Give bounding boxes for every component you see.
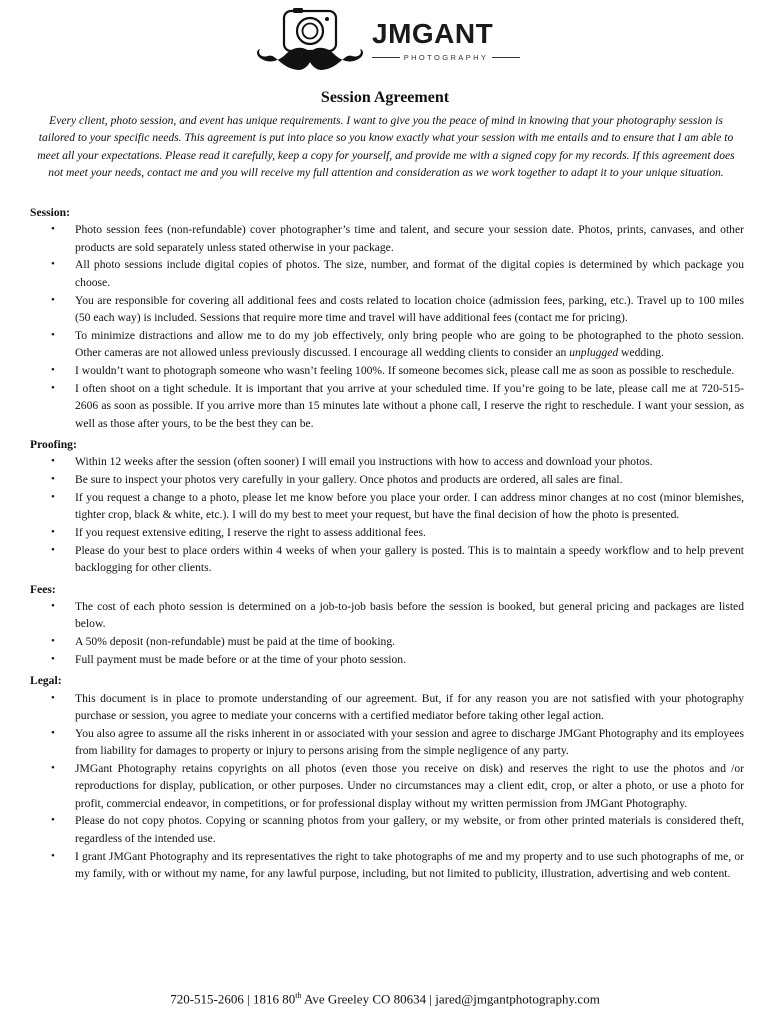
brand-subtitle bbox=[372, 53, 520, 62]
list-item: • You are responsible for covering all additional fees and costs related to location choice (admission fees, parking, etc.). Travel up to 100 miles (50 each way) is included. Sessions that require more time and travel will have additional fees (contact me for pricing). bbox=[51, 293, 744, 324]
list-item: • You also agree to assume all the risks inherent in or associated with your session and agree to discharge JMGant Photography and its employees from liability for damages to property or injury to persons arising from the simple negligence of any party. bbox=[51, 726, 744, 758]
footer-address-number: 1816 80 bbox=[252, 991, 296, 1007]
camera-mustache-icon bbox=[254, 8, 366, 78]
section-heading: Session: bbox=[30, 206, 70, 219]
list-item: • Within 12 weeks after the session (often sooner) I will email you instructions with how to access and download your photos. bbox=[51, 455, 653, 469]
list-item: • If you request extensive editing, I reserve the right to assess additional fees. bbox=[51, 526, 426, 540]
footer-email[interactable]: jared@jmgantphotography.com bbox=[435, 991, 600, 1007]
section-list bbox=[30, 453, 744, 576]
section-proofing bbox=[30, 436, 744, 577]
section-heading: Fees: bbox=[30, 582, 56, 596]
footer-phone: 720-515-2606 bbox=[170, 991, 244, 1007]
list-item: • Full payment must be made before or at the time of your photo session. bbox=[51, 652, 406, 666]
list-item: • To minimize distractions and allow me to do my job effectively, only bring people who are going to be photographed to the photo session. Other cameras are not allowed unless previously discussed. I encourage all wedding clients to consider an unplugged wedding. bbox=[51, 328, 744, 360]
section-session bbox=[30, 204, 744, 432]
section-legal bbox=[30, 672, 744, 882]
footer-contact bbox=[0, 991, 770, 1007]
company-logo bbox=[254, 8, 524, 78]
document-title: Session Agreement bbox=[320, 89, 450, 106]
section-list bbox=[30, 221, 744, 432]
agreement-body bbox=[30, 204, 744, 886]
list-item: • This document is in place to promote understanding of our agreement. But, if for any reason you are not satisfied with your photography purchase or session, you agree to mediate your concerns with a certified mediator before taking other legal action. bbox=[51, 691, 744, 722]
list-item: • I often shoot on a tight schedule. It is important that you arrive at your scheduled time. If you’re going to be late, please call me at 720-515-2606 as soon as possible. If you arrive more than 15 minutes late without a phone call, I reserve the right to reschedule. I want your session, as well as those after yours, to be the best they can be. bbox=[51, 381, 744, 430]
list-item: • If you request a change to a photo, please let me know before you place your order. I can address minor changes at no cost (minor blemishes, tighter crop, black & white, etc.). I will do my best to meet your request, but have the final decision of how the photo is presented. bbox=[51, 490, 744, 522]
divider-line bbox=[372, 57, 400, 58]
section-list bbox=[30, 598, 744, 668]
footer-separator: | bbox=[243, 991, 253, 1007]
list-item: • Photo session fees (non-refundable) cover photographer’s time and talent, and secure your session date. Photos, prints, canvases, and other products are sold separately unless stated otherwise in your package. bbox=[51, 223, 744, 254]
list-item: • All photo sessions include digital copies of photos. The size, number, and format of the digital copies is determined by which package you choose. bbox=[51, 258, 744, 289]
section-list bbox=[30, 690, 744, 883]
section-heading: Proofing: bbox=[30, 437, 77, 451]
intro-paragraph: Every client, photo session, and event has unique requirements. I want to give you the peace of mind in knowing that your photography session is tailored to your specific needs. This agreement is put into place so you know exactly what your session with me entails and to ensure that I am able to meet all your expectations. Please read it carefully, keep a copy for yourself, and provide me with a signed copy for my records. If this agreement does not meet your needs, contact me and you will receive my full attention and consideration as we work together to adapt it to your unique situation. bbox=[37, 114, 735, 179]
section-heading: Legal: bbox=[30, 674, 62, 688]
brand-name: JMGANT bbox=[372, 18, 494, 49]
section-fees bbox=[30, 581, 744, 669]
list-item: • A 50% deposit (non-refundable) must be paid at the time of booking. bbox=[51, 635, 396, 649]
list-item: • Be sure to inspect your photos very carefully in your gallery. Once photos and products are ordered, all sales are final. bbox=[51, 473, 623, 487]
list-item: • The cost of each photo session is determined on a job-to-job basis before the session is booked, but general pricing and packages are listed below. bbox=[51, 599, 744, 631]
list-item: • JMGant Photography retains copyrights on all photos (even those you receive on disk) and reserves the right to use the photos and /or reproductions for display, publication, or other purposes. Under no circumstances may a client edit, crop, or alter a photo, or use a photo for profit, commercial endeavor, in competitions, or for professional display without my written permission from JMGant Photography. bbox=[51, 761, 744, 810]
brand-subtitle-text: PHOTOGRAPHY bbox=[403, 53, 489, 62]
footer-address-suffix: th bbox=[295, 991, 302, 1000]
list-item: • I wouldn’t want to photograph someone who wasn’t feeling 100%. If someone becomes sick, please call me as soon as possible to reschedule. bbox=[51, 364, 735, 378]
footer-address: Ave Greeley CO 80634 bbox=[301, 991, 427, 1007]
footer-separator: | bbox=[426, 991, 436, 1007]
list-item: • Please do your best to place orders within 4 weeks of when your gallery is posted. This is to maintain a speedy workflow and to help prevent backlogging for other clients. bbox=[51, 543, 744, 575]
list-item: • I grant JMGant Photography and its representatives the right to take photographs of me and my property and to use such photographs of me, or my family, with or without my name, for any lawful purpose, including, but not limited to publicity, illustration, advertising and web content. bbox=[51, 849, 744, 880]
list-item: • Please do not copy photos. Copying or scanning photos from your gallery, or my website, or from other printed materials is considered theft, regardless of the intended use. bbox=[51, 814, 744, 845]
divider-line bbox=[492, 57, 520, 58]
